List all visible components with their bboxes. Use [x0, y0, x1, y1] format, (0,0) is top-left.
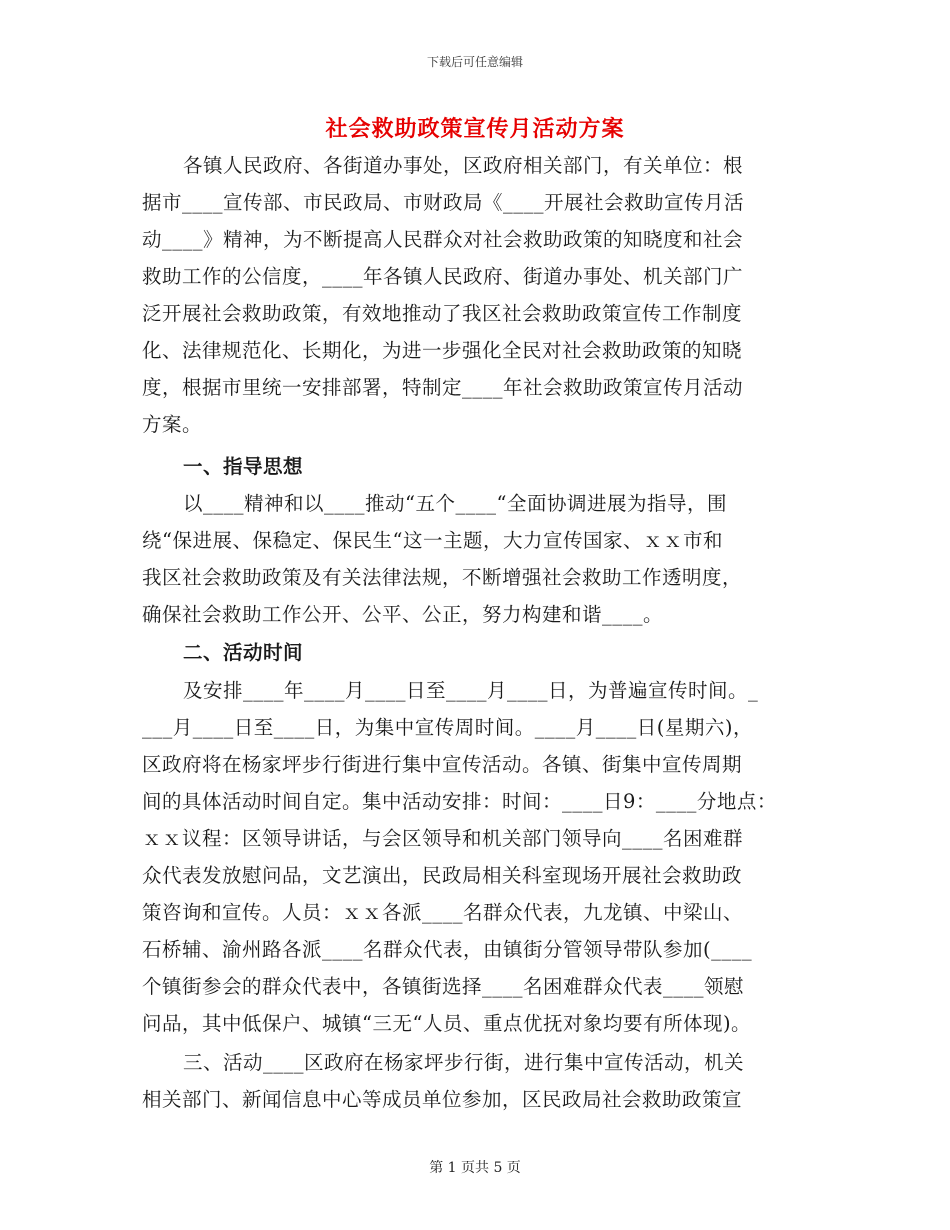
document-title: 社会救助政策宣传月活动方案 — [325, 116, 625, 142]
paragraph-line: 化、法律规范化、长期化，为进一步强化全民对社会救助政策的知晓 — [142, 339, 743, 362]
paragraph-line: 确保社会救助工作公开、公平、公正，努力构建和谐____。 — [142, 603, 664, 626]
paragraph-line: 区政府将在杨家坪步行街进行集中宣传活动。各镇、街集中宣传周期 — [142, 753, 743, 776]
paragraph-line: 度，根据市里统一安排部署，特制定____年社会救助政策宣传月活动 — [142, 376, 744, 399]
paragraph-line: 方案。 — [142, 413, 203, 436]
section-heading-1: 一、指导思想 — [183, 455, 304, 478]
paragraph-line: 个镇街参会的群众代表中，各镇街选择____名困难群众代表____领慰 — [142, 975, 745, 998]
paragraph-line: 泛开展社会救助政策，有效地推动了我区社会救助政策宣传工作制度 — [142, 302, 743, 325]
paragraph-line: 救助工作的公信度，____年各镇人民政府、街道办事处、机关部门广 — [142, 265, 744, 288]
section-heading-2: 二、活动时间 — [183, 641, 304, 664]
paragraph-line: ｘｘ议程：区领导讲话，与会区领导和机关部门领导向____名困难群 — [142, 827, 744, 850]
paragraph-line: 以____精神和以____推动“五个____“全面协调进展为指导，围 — [183, 492, 727, 515]
paragraph-line: 动____》精神，为不断提高人民群众对社会救助政策的知晓度和社会 — [142, 228, 744, 251]
section-heading-3-line: 三、活动____区政府在杨家坪步行街，进行集中宣传活动，机关 — [183, 1051, 745, 1074]
paragraph-line: 据市____宣传部、市民政局、市财政局《____开展社会救助宣传月活 — [142, 191, 745, 214]
paragraph-line: 我区社会救助政策及有关法律法规，不断增强社会救助工作透明度， — [142, 566, 743, 589]
paragraph-line: 问品，其中低保户、城镇“三无“人员、重点优抚对象均要有所体现)。 — [142, 1012, 752, 1035]
header-note: 下载后可任意编辑 — [426, 55, 523, 69]
paragraph-line: 相关部门、新闻信息中心等成员单位参加，区民政局社会救助政策宣 — [142, 1088, 743, 1111]
paragraph-line: 策咨询和宣传。人员：ｘｘ各派____名群众代表，九龙镇、中梁山、 — [142, 901, 744, 924]
paragraph-line: 各镇人民政府、各街道办事处，区政府相关部门，有关单位：根 — [183, 154, 744, 177]
paragraph-line: 石桥辅、渝州路各派____名群众代表，由镇街分管领导带队参加(____ — [142, 938, 753, 961]
paragraph-line: 及安排____年____月____日至____月____日，为普遍宣传时间。_ — [183, 679, 759, 702]
page-footer: 第 1 页共 5 页 — [429, 1160, 521, 1176]
paragraph-line: 众代表发放慰问品，文艺演出，民政局相关科室现场开展社会救助政 — [142, 864, 743, 887]
paragraph-line: 间的具体活动时间自定。集中活动安排：时间：____日9：____分地点： — [142, 790, 777, 813]
paragraph-line: ___月____日至____日，为集中宣传周时间。____月____日(星期六)， — [142, 716, 753, 739]
paragraph-line: 绕“保进展、保稳定、保民生“这一主题，大力宣传国家、ｘｘ市和 — [142, 529, 723, 552]
